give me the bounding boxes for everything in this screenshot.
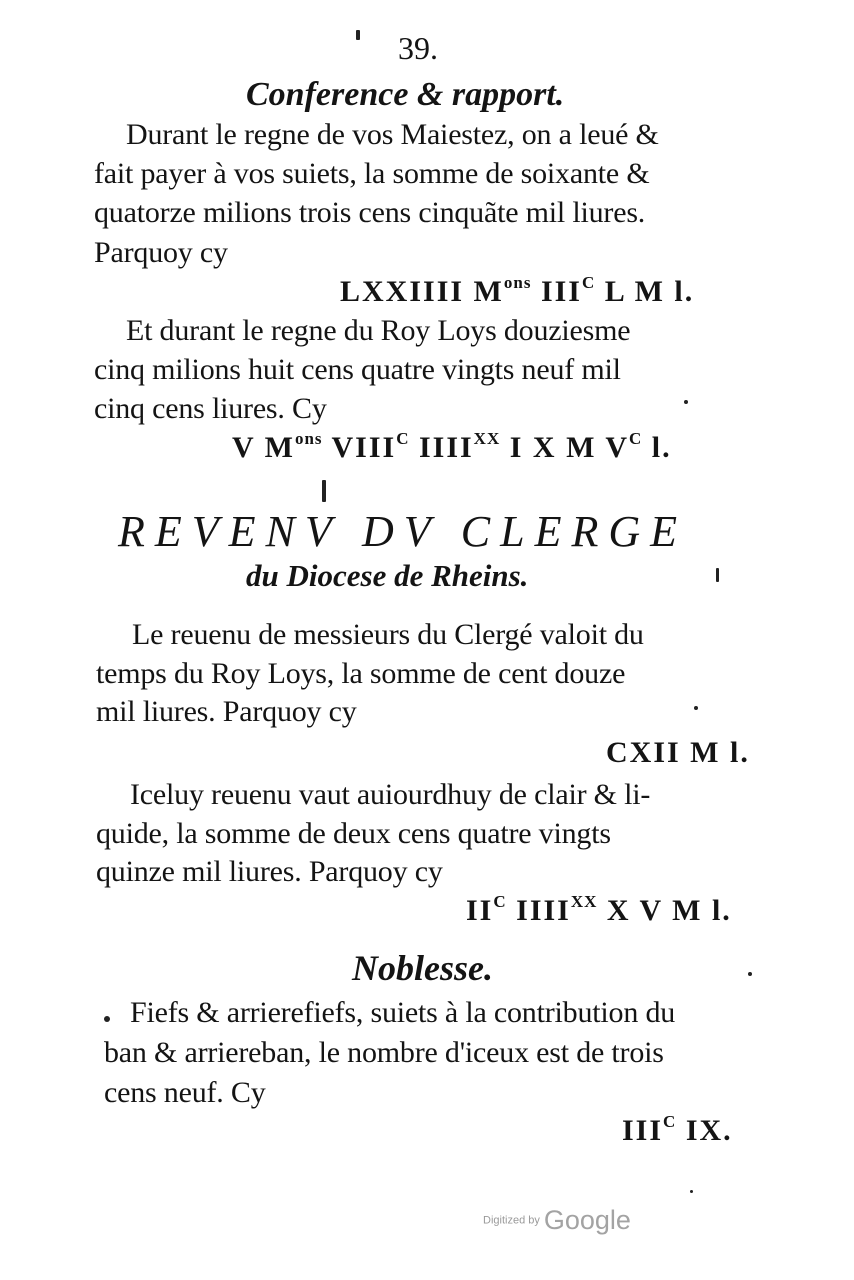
sum-part: IIII [506,894,571,927]
section-title-noblesse: Noblesse. [352,948,493,988]
sum-part: II [466,894,494,927]
sum-sup: C [493,892,507,911]
text-line: quinze mil liures. Parquoy cy [96,855,443,888]
sum-part: VIII [322,431,397,464]
sum-line [466,892,732,927]
text-line: quatorze milions trois cens cinquãte mil liures. [94,196,646,229]
sum-sup: C [663,1112,677,1131]
sum-part: III [622,1114,664,1147]
google-logo: Google [543,1205,631,1235]
scan-speck [104,1016,110,1022]
sum-part: V M [232,431,295,464]
text-line: mil liures. Parquoy cy [96,695,357,728]
scan-speck [716,568,719,582]
sum-part: III [531,275,582,308]
section-title-conference: Conference & rapport. [246,76,565,113]
sum-part: IIII [409,431,474,464]
text-line: Fiefs & arrierefiefs, suiets à la contribution du [130,996,676,1029]
scan-speck [694,706,698,710]
sum-part: IX. [676,1114,733,1147]
sum-line: CXII M l. [606,736,750,769]
sum-part: X V M l. [597,894,732,927]
page-number: 39. [398,30,438,66]
sum-line [232,429,672,464]
sum-sup: ons [503,273,532,292]
text-line: ban & arriereban, le nombre d'iceux est de trois [104,1036,664,1069]
digitized-by-google-watermark [483,1205,631,1236]
sum-sup: XX [473,429,501,448]
section-title-clerge: REVENV DV CLERGE [118,507,688,556]
text-line: Iceluy reuenu vaut auiourdhuy de clair & li- [130,778,651,811]
sum-sup: XX [570,892,598,911]
scan-speck [748,972,752,976]
digitized-by-label: Digitized by [483,1214,540,1227]
text-line: temps du Roy Loys, la somme de cent douze [96,657,626,690]
scan-speck [690,1190,693,1193]
sum-part: L M l. [595,275,695,308]
sum-sup: C [581,273,596,292]
text-line: quide, la somme de deux cens quatre vingts [96,817,611,850]
sum-sup: ons [294,429,323,448]
text-line: Durant le regne de vos Maiestez, on a leué & [126,118,659,151]
sum-part: I X M V [500,431,630,464]
scan-speck [684,400,688,404]
sum-part: LXXIIII M [340,275,504,308]
sum-sup: C [396,429,410,448]
sum-line [622,1112,733,1147]
text-line: cinq milions huit cens quatre vingts neuf mil [94,353,621,386]
text-line: fait payer à vos suiets, la somme de soixante & [94,157,650,190]
scan-speck [356,30,360,40]
text-line: cinq cens liures. Cy [94,392,327,425]
scan-speck [322,480,326,502]
text-line: Et durant le regne du Roy Loys douziesme [126,314,631,347]
sum-part: l. [642,431,672,464]
text-line: Parquoy cy [94,236,228,269]
text-line: cens neuf. Cy [104,1076,266,1109]
text-line: Le reuenu de messieurs du Clergé valoit du [132,618,644,651]
section-subtitle-diocese: du Diocese de Rheins. [246,558,529,593]
sum-line [340,273,695,308]
sum-sup: C [629,429,643,448]
